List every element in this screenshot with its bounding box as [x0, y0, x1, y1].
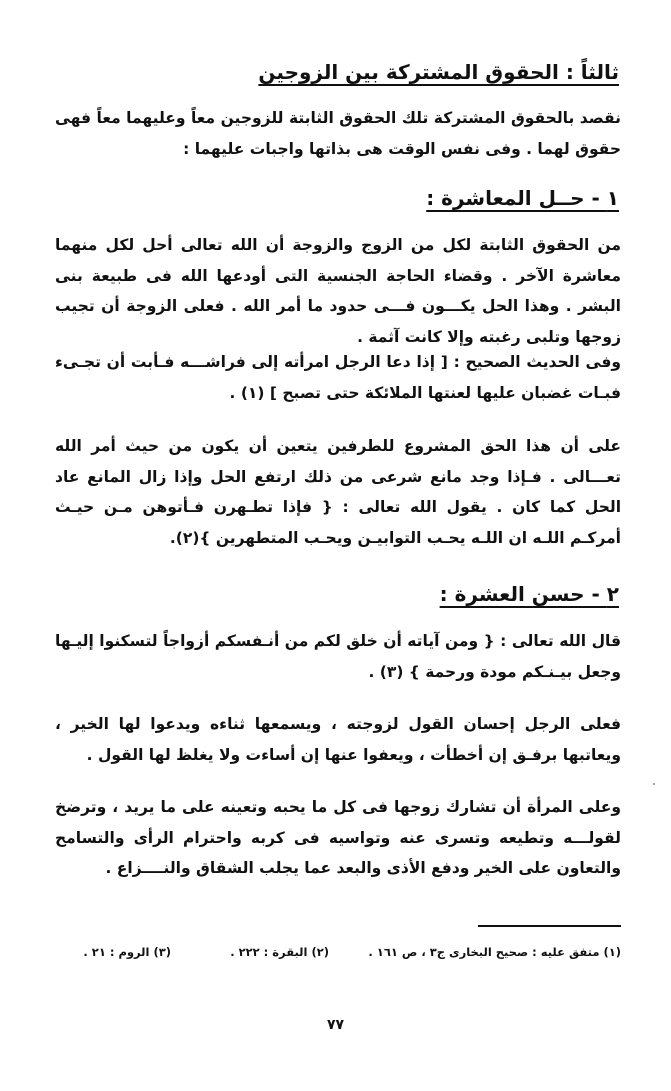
- page-number: ٧٧: [326, 1017, 345, 1033]
- paragraph-1c: [55, 431, 621, 553]
- quran-verse-rum: { ومن آياته أن خلق لكم من أنـفسكم أزواجاً لتسكنوا إليـها وجعل بيـنـكم مودة ورحمة } (٣) .: [55, 632, 621, 681]
- paragraph-2a-prefix: قال الله تعالى :: [500, 632, 621, 650]
- subheading-2: ٢ - حسن العشرة :: [439, 582, 619, 606]
- paragraph-2b: فعلى الرجل إحسان القول لزوجته ، ويسمعها ثناءه ويدعوا لها الخير ، ويعاتبها برفـق إن أخطأت ، ويعفوا عنها إن أساءت ولا يغلظ لها القول .: [55, 715, 621, 764]
- paragraph-1c-text: على أن هذا الحق المشروع للطرفين يتعين أن يكون من حيث أمر الله تعـــالى . فـإذا وجد مانع شرعى من ذلك ارتفع الحل وإذا زال المانع عاد الحل كما كان . يقول الله تعالى :: [55, 437, 622, 516]
- scan-speck: [653, 783, 655, 785]
- footnote-3: (٣) الروم : ٢١ .: [83, 945, 171, 959]
- subheading-1: ١ - حــل المعاشرة :: [426, 186, 619, 210]
- footnote-separator: [478, 925, 621, 927]
- paragraph-1a: من الحقوق الثابتة لكل من الزوج والزوجة أن الله تعالى أحل لكل منهما معاشرة الآخر . وقضاء الحاجة الجنسية التى أودعها الله فى طبيعة بنى البشر . وهذا الحل يكـــون فـــى حدود ما أمر الله . فعلى الزوجة أن تجيب زوجها وتلبى رغبته وإلا كانت آثمة .: [55, 236, 621, 346]
- paragraph-2c: وعلى المرأة أن تشارك زوجها فى كل ما يحبه وتعينه على ما يريد ، وترضخ لقولـــه وتطيعه وتسرى عنه وتواسيه فى كربه واحترام الرأى والتسامح والتعاون على الخير ودفع الأذى والبعد عما يجلب الشقاق والنــــزاع .: [55, 798, 621, 877]
- footnotes: [50, 945, 621, 965]
- paragraph-1b: وفى الحديث الصحيح : [ إذا دعا الرجل امرأته إلى فراشـــه فـأبت أن تجـىء فبـات غضبان عليها لعنتها الملائكة حتى تصبح ] (١) .: [55, 353, 621, 402]
- footnote-1: (١) متفق عليه : صحيح البخارى ج٣ ، ص ١٦١ .: [368, 945, 621, 959]
- paragraph-2a: [55, 626, 621, 687]
- footnote-2: (٢) البقرة : ٢٢٢ .: [230, 945, 329, 959]
- quran-verse-baqarah: { فإذا تطـهرن فـأتوهن مـن حيـث أمركـم اللـه ان اللـه يحـب التوابيـن ويحـب المتطهرين }(٢).: [55, 498, 621, 547]
- intro-paragraph: نقصد بالحقوق المشتركة تلك الحقوق الثابتة للزوجين معاً وعليهما معاً فهى حقوق لهما . وفى نفس الوقت هى بذاتها واجبات عليهما :: [55, 109, 621, 158]
- section-heading: ثالثاً : الحقوق المشتركة بين الزوجين: [258, 60, 619, 84]
